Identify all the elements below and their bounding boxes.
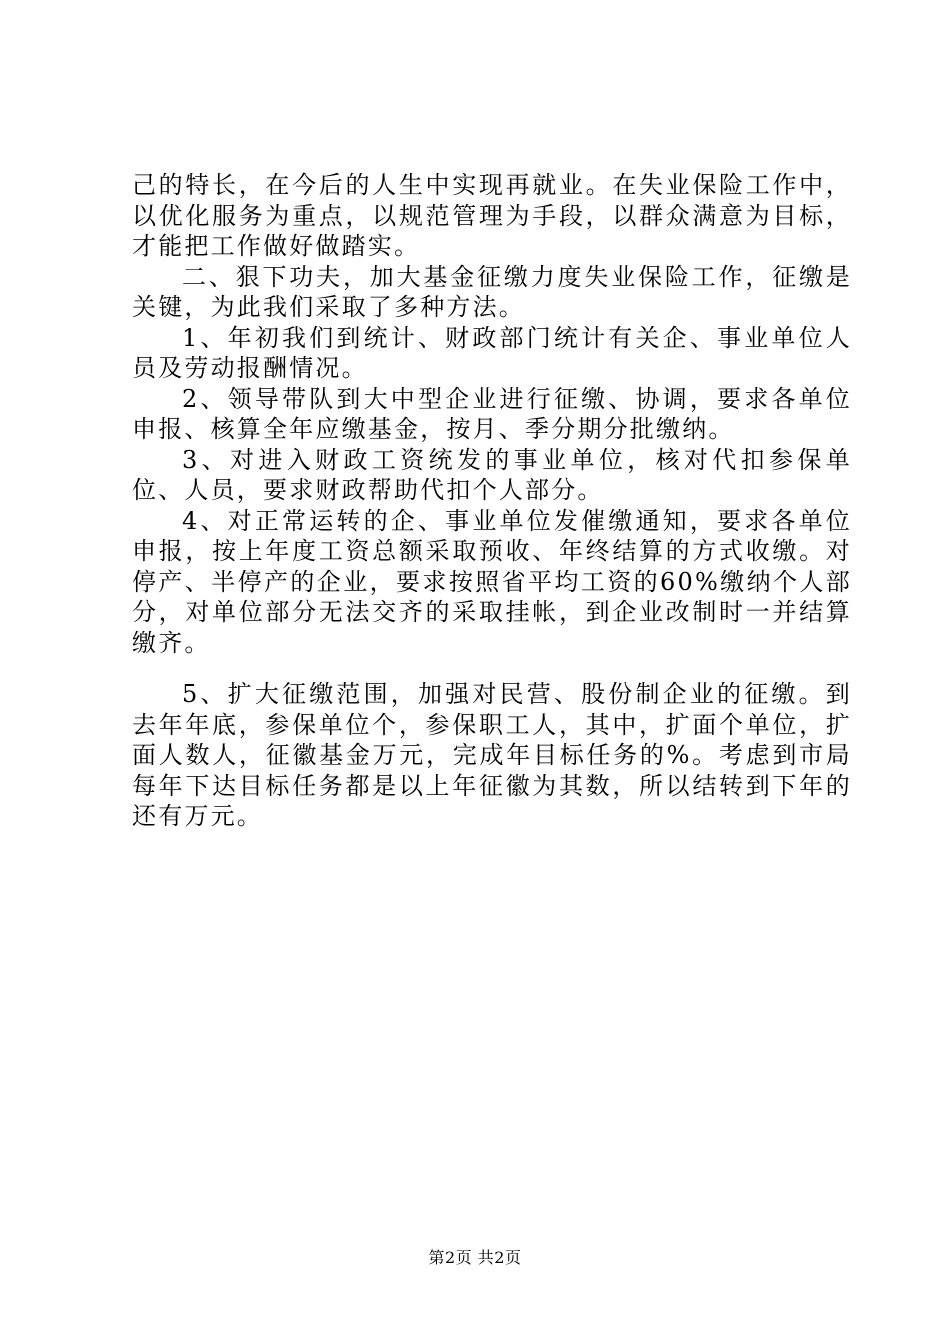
paragraph-section-two: 二、狠下功夫，加大基金征缴力度失业保险工作，征缴是关键，为此我们采取了多种方法。	[132, 262, 852, 321]
paragraph-item-4: 4、对正常运转的企、事业单位发催缴通知，要求各单位申报，按上年度工资总额采取预收、年终结算的方式收缴。对停产、半停产的企业，要求按照省平均工资的60%缴纳个人部分，对单位部分无法交齐的采取挂帐，到企业改制时一并结算缴齐。	[132, 506, 852, 657]
document-body	[132, 170, 852, 832]
paragraph-item-5: 5、扩大征缴范围，加强对民营、股份制企业的征缴。到去年年底，参保单位个，参保职工人，其中，扩面个单位，扩面人数人，征徽基金万元，完成年目标任务的%。考虑到市局每年下达目标任务都是以上年征徽为其数，所以结转到下年的还有万元。	[132, 680, 852, 830]
page-number-footer: 第2页 共2页	[428, 1248, 522, 1267]
paragraph-item-2: 2、领导带队到大中型企业进行征缴、协调，要求各单位申报、核算全年应缴基金，按月、季分期分批缴纳。	[132, 384, 852, 443]
paragraph-item-1: 1、年初我们到统计、财政部门统计有关企、事业单位人员及劳动报酬情况。	[132, 323, 852, 382]
paragraph-item-3: 3、对进入财政工资统发的事业单位，核对代扣参保单位、人员，要求财政帮助代扣个人部分。	[132, 445, 852, 504]
paragraph-continuation: 己的特长，在今后的人生中实现再就业。在失业保险工作中，以优化服务为重点，以规范管理为手段，以群众满意为目标，才能把工作做好做踏实。	[132, 171, 852, 260]
